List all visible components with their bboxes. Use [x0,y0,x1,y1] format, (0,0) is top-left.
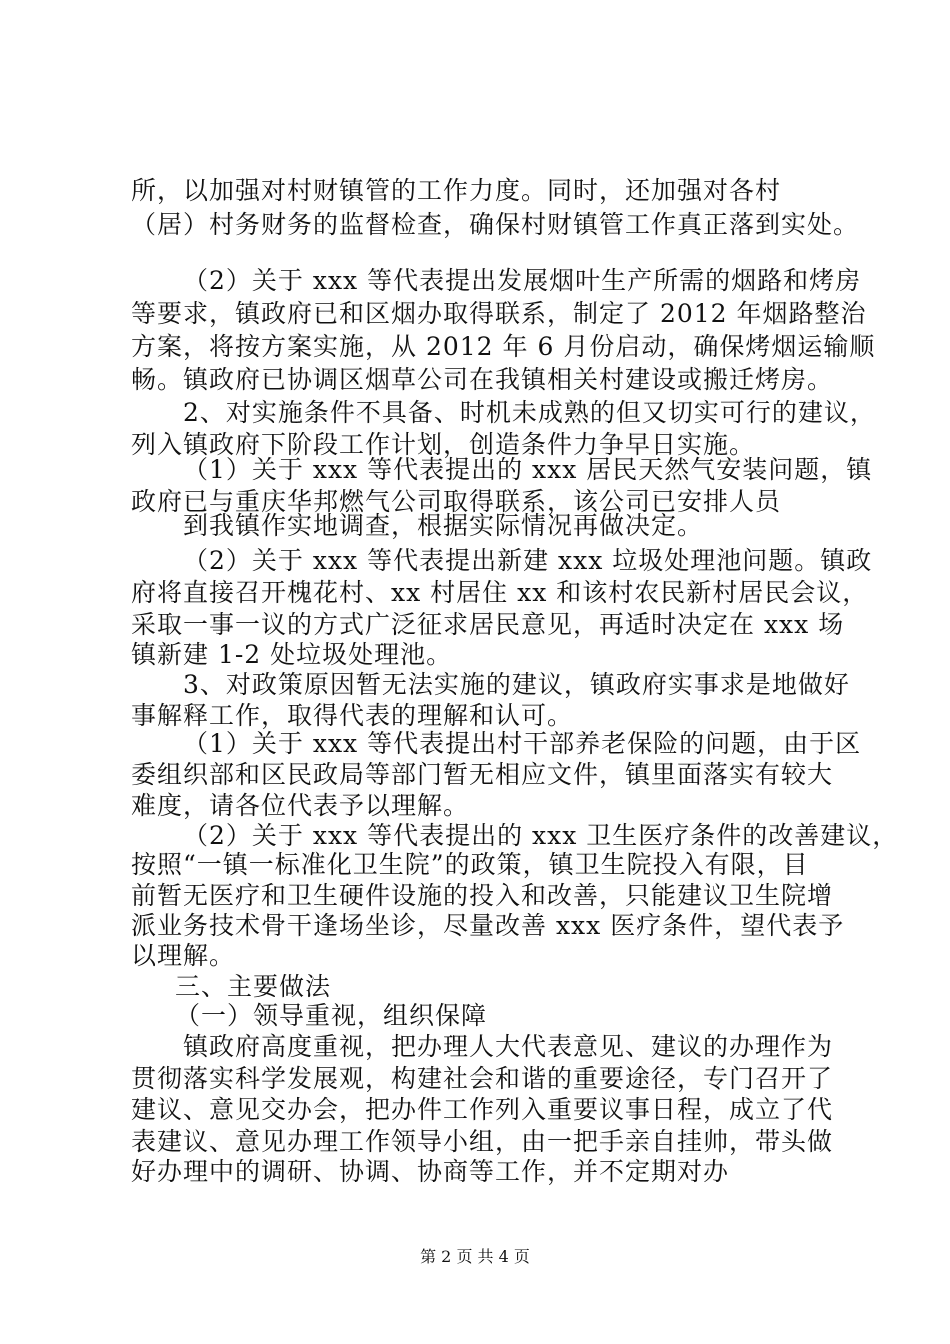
body-line: 建议、意见交办会，把办件工作列入重要议事日程，成立了代 [131,1095,834,1124]
body-line: 列入镇政府下阶段工作计划，创造条件力争早日实施。 [131,430,756,459]
body-line: 到我镇作实地调查，根据实际情况再做决定。 [183,511,704,540]
body-line: 前暂无医疗和卫生硬件设施的投入和改善，只能建议卫生院增 [131,881,834,910]
body-line: 所，以加强对村财镇管的工作力度。同时，还加强对各村 [131,176,782,205]
body-line: 畅。镇政府已协调区烟草公司在我镇相关村建设或搬迁烤房。 [131,365,834,394]
page-indicator: 第 2 页 共 4 页 [420,1247,530,1266]
body-line: 委组织部和区民政局等部门暂无相应文件，镇里面落实有较大 [131,760,834,789]
body-line: 难度，请各位代表予以理解。 [131,791,470,820]
body-line: （1）关于 xxx 等代表提出村干部养老保险的问题，由于区 [183,729,862,758]
subsection-heading: （一）领导重视，组织保障 [175,1001,488,1030]
body-line: 2、对实施条件不具备、时机未成熟的但又切实可行的建议， [183,398,876,427]
page-footer [0,1246,950,1268]
body-line: 等要求，镇政府已和区烟办取得联系，制定了 2012 年烟路整治 [131,299,867,328]
body-line: 采取一事一议的方式广泛征求居民意见，再适时决定在 xxx 场 [131,610,845,639]
body-line: 按照“一镇一标准化卫生院”的政策，镇卫生院投入有限，目 [131,850,809,879]
body-line: 好办理中的调研、协调、协商等工作，并不定期对办 [131,1157,730,1186]
body-line: （居）村务财务的监督检查，确保村财镇管工作真正落到实处。 [131,210,860,239]
body-line: 方案，将按方案实施，从 2012 年 6 月份启动，确保烤烟运输顺 [131,332,876,361]
body-line: 政府已与重庆华邦燃气公司取得联系，该公司已安排人员 [131,487,782,516]
body-line: （1）关于 xxx 等代表提出的 xxx 居民天然气安装问题，镇 [183,455,873,484]
body-line: 以理解。 [131,941,236,970]
body-line: （2）关于 xxx 等代表提出发展烟叶生产所需的烟路和烤房 [183,266,862,295]
body-line: （2）关于 xxx 等代表提出新建 xxx 垃圾处理池问题。镇政 [183,546,873,575]
section-heading: 三、主要做法 [175,972,332,1001]
body-line: 贯彻落实科学发展观，构建社会和谐的重要途径，专门召开了 [131,1064,834,1093]
body-line: 3、对政策原因暂无法实施的建议，镇政府实事求是地做好 [183,670,850,699]
body-line: 镇新建 1-2 处垃圾处理池。 [131,640,453,669]
body-line: （2）关于 xxx 等代表提出的 xxx 卫生医疗条件的改善建议， [183,821,899,850]
body-line: 派业务技术骨干逢场坐诊，尽量改善 xxx 医疗条件，望代表予 [131,911,845,940]
body-line: 表建议、意见办理工作领导小组，由一把手亲自挂帅，带头做 [131,1127,834,1156]
body-line: 事解释工作，取得代表的理解和认可。 [131,701,574,730]
body-line: 府将直接召开槐花村、xx 村居住 xx 和该村农民新村居民会议， [131,578,869,607]
body-line: 镇政府高度重视，把办理人大代表意见、建议的办理作为 [183,1032,834,1061]
